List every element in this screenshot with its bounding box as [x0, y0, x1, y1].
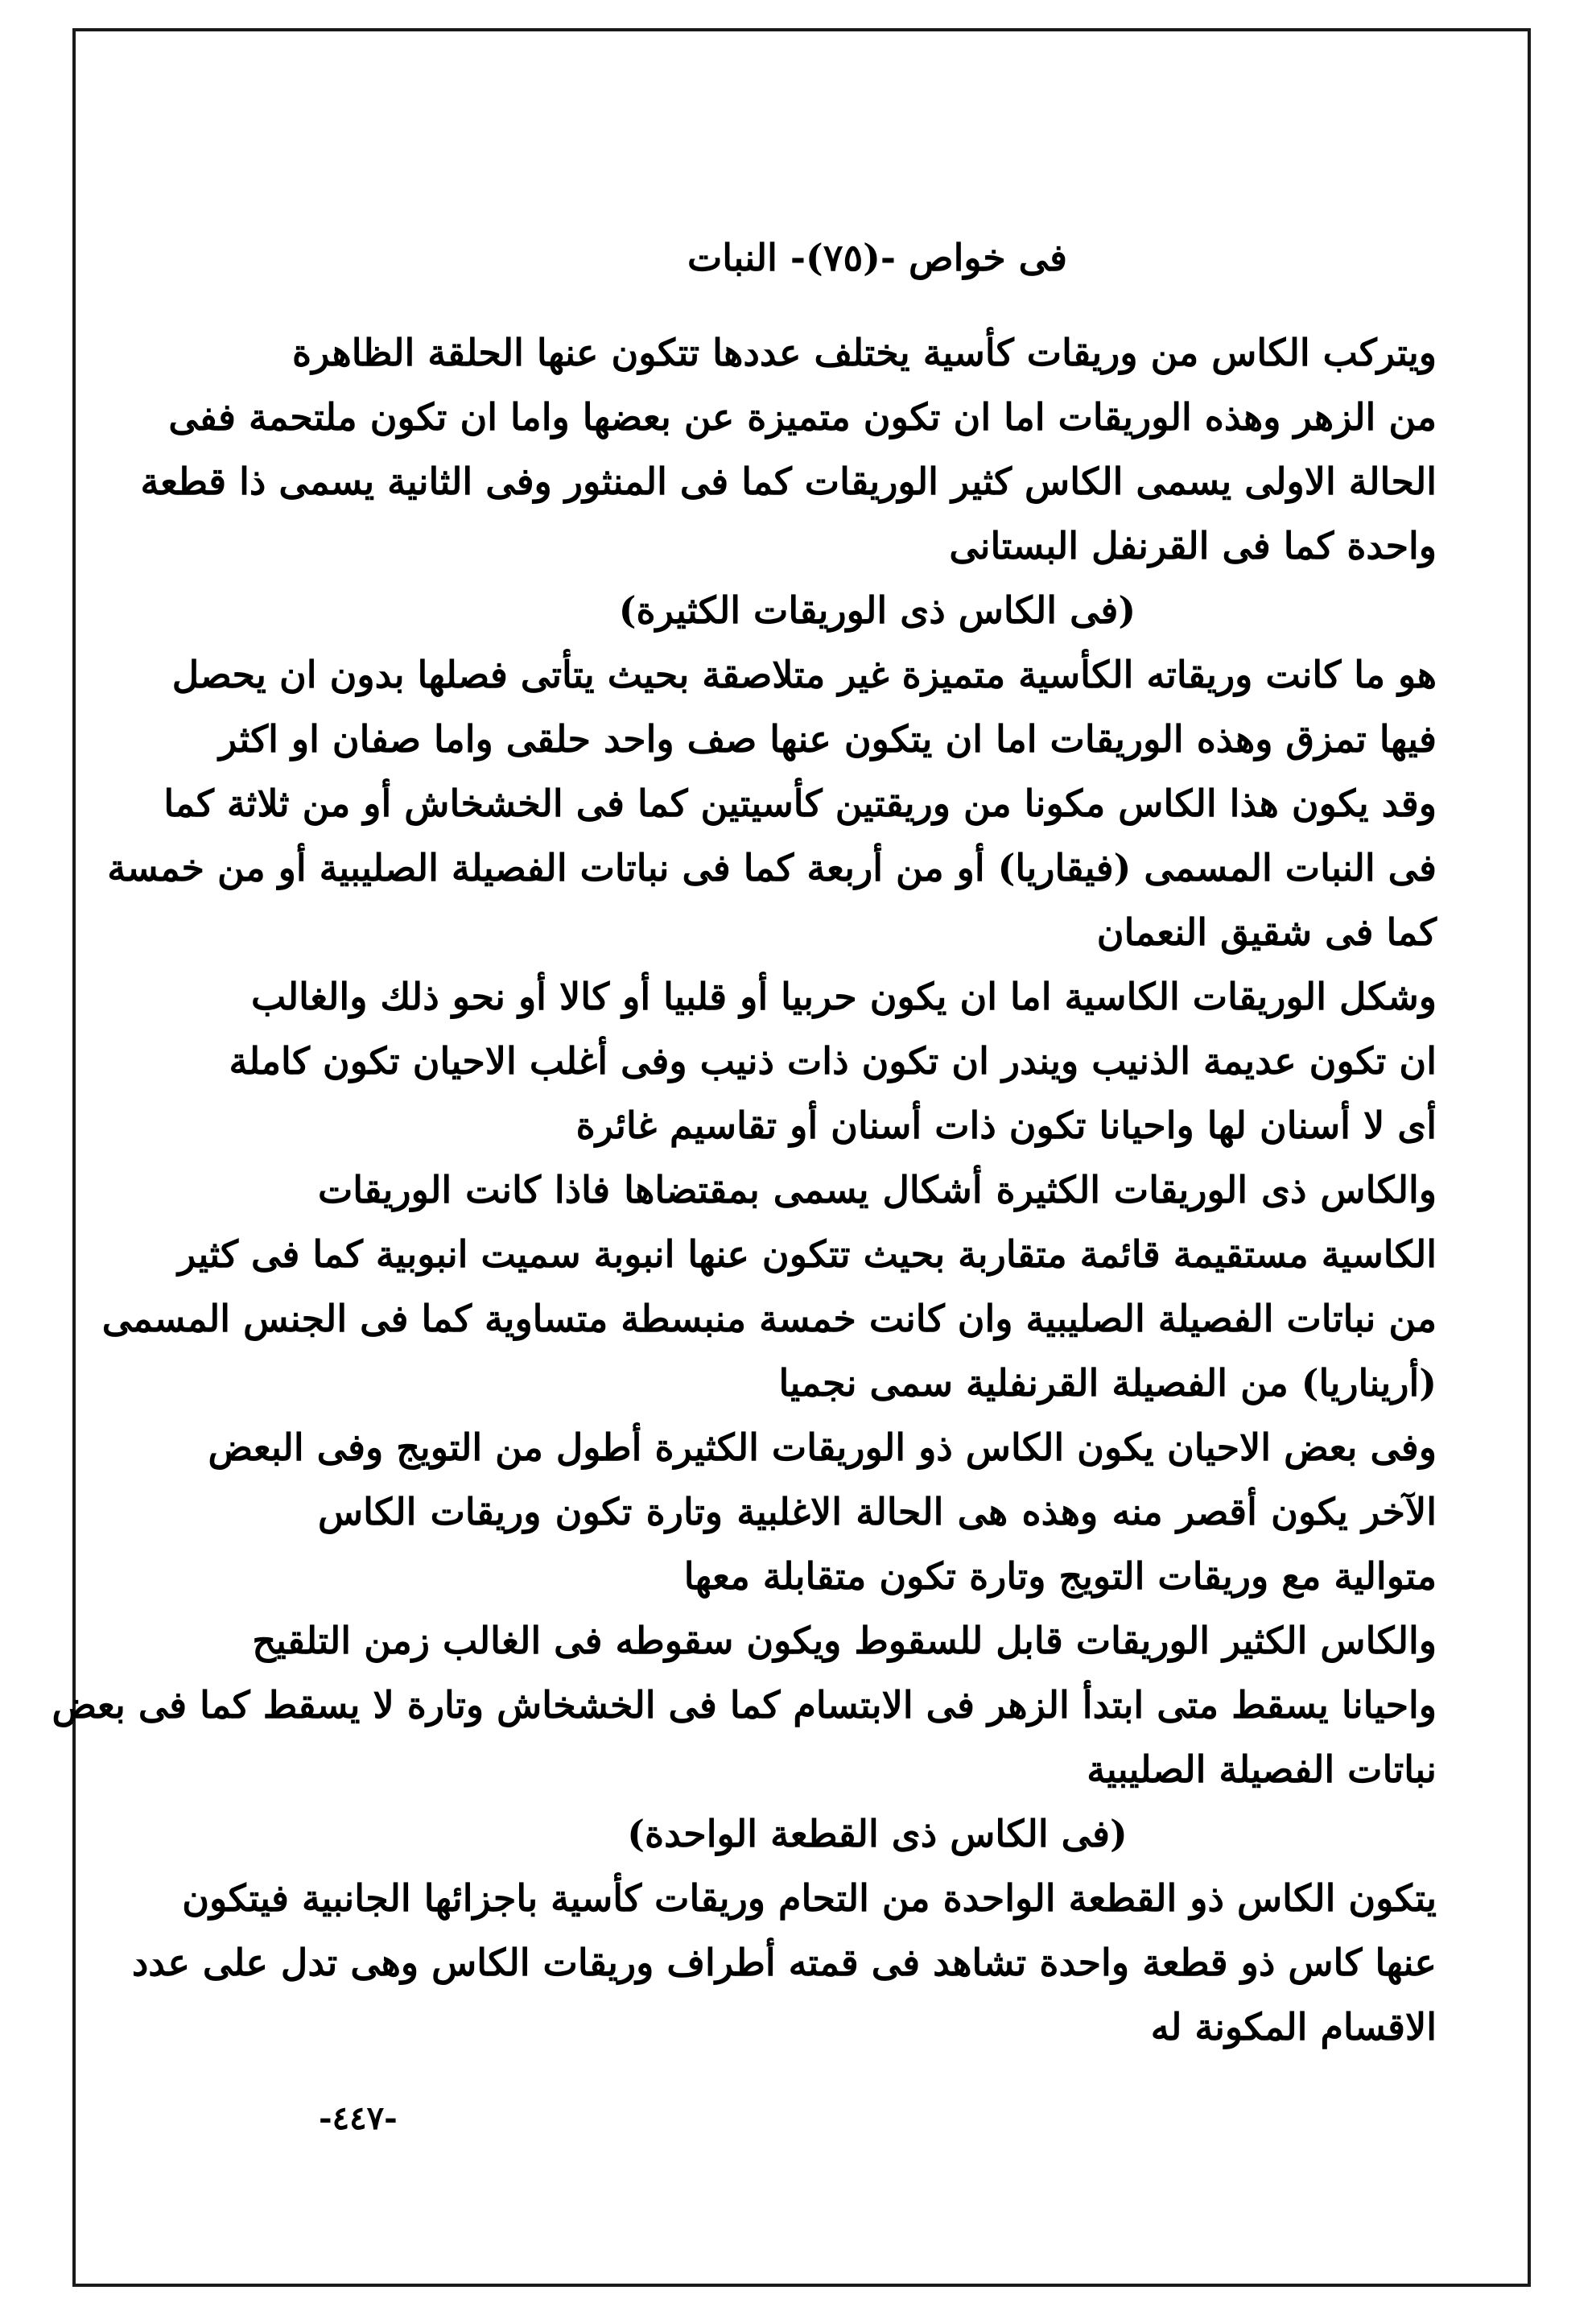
text-line: والكاس ذى الوريقات الكثيرة أشكال يسمى بمقتضاها فاذا كانت الوريقات [318, 1168, 1437, 1211]
text-line: نباتات الفصيلة الصليبية [1087, 1748, 1437, 1791]
text-line: متوالية مع وريقات التويج وتارة تكون متقابلة معها [683, 1554, 1437, 1598]
paragraph [229, 964, 1437, 1158]
text-line: كما فى شقيق النعمان [1096, 910, 1437, 954]
section-heading: (فى الكاس ذى الوريقات الكثيرة) [618, 588, 1136, 632]
text-line: الكاسية مستقيمة قائمة متقاربة بحيث تتكون عنها انبوبة سميت انبوبية كما فى كثير [177, 1232, 1437, 1276]
text-line: (أريناريا) من الفصيلة القرنفلية سمى نجميا [778, 1361, 1437, 1405]
text-line: وفى بعض الاحيان يكون الكاس ذو الوريقات الكثيرة أطول من التويج وفى البعض [208, 1426, 1437, 1469]
text-line: فيها تمزق وهذه الوريقات اما ان يتكون عنها صف واحد حلقى واما صفان او اكثر [218, 717, 1437, 761]
text-line: ان تكون عديمة الذنيب ويندر ان تكون ذات ذنيب وفى أغلب الاحيان تكون كاملة [229, 1039, 1437, 1083]
text-line: واحيانا يسقط متى ابتدأ الزهر فى الابتسام كما فى الخشخاش وتارة لا يسقط كما فى بعض [52, 1683, 1437, 1727]
paragraph [52, 1608, 1437, 1801]
paragraph [140, 320, 1437, 578]
text-line: يتكون الكاس ذو القطعة الواحدة من التحام وريقات كأسية باجزائها الجانبية فيتكون [182, 1876, 1437, 1920]
text-line: واحدة كما فى القرنفل البستانى [949, 524, 1437, 567]
text-line: الاقسام المكونة له [1150, 2005, 1437, 2049]
page-body [52, 233, 1437, 2059]
text-line: هو ما كانت وريقاته الكأسية متميزة غير متلاصقة بحيث يتأتى فصلها بدون ان يحصل [171, 653, 1437, 696]
text-line: والكاس الكثير الوريقات قابل للسقوط ويكون سقوطه فى الغالب زمن التلقيح [252, 1619, 1437, 1662]
page-number: -٤٤٧- [319, 2099, 398, 2137]
running-header: فى خواص -(٧٥)- النبات [687, 236, 1067, 279]
paragraph [101, 1158, 1437, 1415]
text-line: وشكل الوريقات الكاسية اما ان يكون حربيا أو قلبيا أو كالا أو نحو ذلك والغالب [251, 975, 1437, 1018]
text-line: من نباتات الفصيلة الصليبية وان كانت خمسة منبسطة متساوية كما فى الجنس المسمى [101, 1297, 1437, 1340]
paragraph [208, 1415, 1437, 1608]
text-line: أى لا أسنان لها واحيانا تكون ذات أسنان أو تقاسيم غائرة [575, 1104, 1437, 1147]
text-line: عنها كاس ذو قطعة واحدة تشاهد فى قمته أطراف وريقات الكاس وهى تدل على عدد [131, 1941, 1437, 1984]
text-line: الآخر يكون أقصر منه وهذه هى الحالة الاغلبية وتارة تكون وريقات الكاس [318, 1490, 1437, 1533]
text-line: الحالة الاولى يسمى الكاس كثير الوريقات كما فى المنثور وفى الثانية يسمى ذا قطعة [140, 460, 1437, 503]
text-line: وقد يكون هذا الكاس مكونا من وريقتين كأسيتين كما فى الخشخاش أو من ثلاثة كما [163, 782, 1437, 825]
text-line: فى النبات المسمى (فيقاريا) أو من أربعة كما فى نباتات الفصيلة الصليبية أو من خمسة [107, 846, 1437, 889]
section-heading: (فى الكاس ذى القطعة الواحدة) [627, 1812, 1128, 1855]
text-line: من الزهر وهذه الوريقات اما ان تكون متميزة عن بعضها واما ان تكون ملتحمة ففى [168, 395, 1437, 439]
paragraph [131, 1866, 1437, 2059]
text-blocks [52, 320, 1437, 2059]
text-line: ويتركب الكاس من وريقات كأسية يختلف عددها تتكون عنها الحلقة الظاهرة [291, 331, 1437, 374]
paragraph [107, 642, 1437, 964]
